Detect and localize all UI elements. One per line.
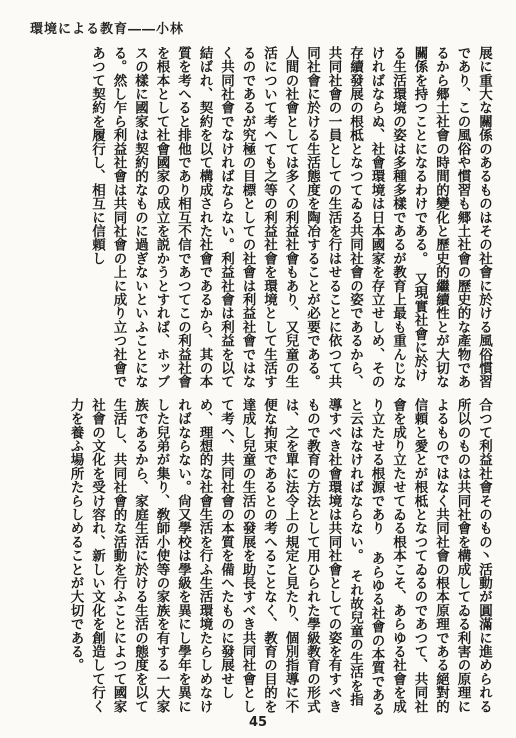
running-head: 環境による教育――小林 bbox=[30, 22, 185, 37]
body-text-upper-block bbox=[18, 46, 494, 391]
paragraph-lower: 合つて利益社會そのもの丶活動が圓滿に進められる所以のものは共同社會を構成してゐる利害の原理によるものではなく共同社會の根本原理である絕對的信頼と愛とが根柢となつてゐるのであつて、共同社會を成り立たせてゐる根本こそ、あらゆる社會を成り立たせる根源であり あらゆる社會の本質であると云はなければならない。 それ故兒童の生活を指導すべき社會環境は共同社會としての姿を有すべきもので教育の方法として用ひられた學級教育の形式は、之を單に法令上の規定と見たり、個別指導に不便な拘束であるとの考へることなく、教育の目的を達成し兒童の生活の發展を助長すべき共同社會として考へ、共同社會の本質を備へたものに發展せしめ、理想的な社會生活を行ふ生活環境たらしめなければならない。尙又學校は學級を異にし學年を異にした兒弟が集り、敎師小使等の家族を有する一大家族であるから、家庭生活に於ける生活の態度を以て生活し、共同社會的な活動を行ふことによつて國家社會の文化を受け容れ、新しい文化を創造して行く力を養ふ場所たらしめることが大切である。 bbox=[67, 398, 492, 716]
page-number: 45 bbox=[248, 715, 268, 730]
paragraph-upper: 展に重大な關係のあるものはその社會に於ける風俗慣習であり、この風俗や慣習も郷土社會の歷史的な產物であるから郷土社會の時間的變化と歷史的繼續性とが大切な關係を持つことになるわけである。 又現實社會に於ける生活環境の姿は多種多樣であるが教育上最も重んじなければならぬ、社會環境は日本國家を存立せしめ、その存續發展の根柢となつてゐる共同社會の姿であるから、共同社會の一員としての生活を行はせることに依つて共同社會に於ける生活態度を陶冶することが必要である。人間の社會としては多くの利益社會もあり、又兒童の生活について考へても之等の利益社會を環境として生活するのであるが究極の目標としての社會は利益社會ではなく共同社會でなければならない。利益社會は利益を以て結ばれ、契約を以て構成された社會であるから、其の本質を考へると排他であり相互不信であつてこの利益社會を根本として社會國家の成立を説かうとすれば、ホッブスの樣に國家は契約的なものに過ぎないといふことになる。然し乍ら利益社會は共同社會の上に成り立つ社會であつて契約を履行し、相互に信頼し bbox=[89, 46, 492, 389]
body-text-lower-block bbox=[18, 398, 494, 718]
